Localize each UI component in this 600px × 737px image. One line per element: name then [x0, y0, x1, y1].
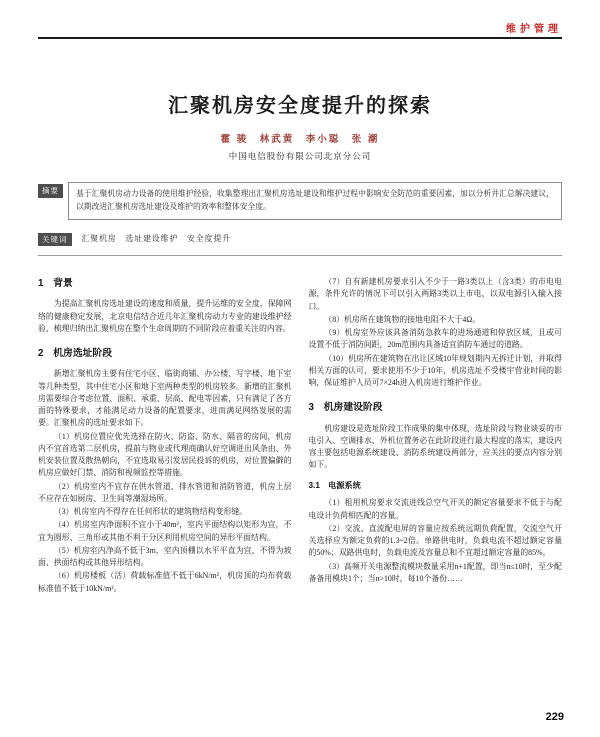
- paragraph: （3）高频开关电源整流模块数量采用n+1配置，即当n≤10时，至少配备备用模块1个；当n>10时，每10个备份……: [308, 561, 562, 583]
- paragraph: （2）交流、直流配电屏的容量应按系统远期负荷配置，交流空气开关选择应为额定负荷的1.3~2倍。单路供电时，负载电流不超过额定容量的50%；双路供电时，负载电流及容量总和不宜超过额定容量的85%。: [308, 523, 562, 558]
- authors-line: 霍 骏 林武黄 李小聪 张 潮: [220, 134, 380, 145]
- paragraph: （9）机房室外应该具备消防急救车的进场通道和停放区域，且或可设置不低于消防间距，20m范围内具备适宜消防车通过的道路。: [308, 328, 562, 350]
- left-column: [38, 276, 292, 596]
- page-header: [38, 20, 562, 39]
- paragraph: （6）机房楼板（活）荷载标准值不低于6kN/m²，机房顶的均布荷载标准值不低于10kN/m²。: [38, 571, 292, 593]
- page-number: 229: [545, 711, 564, 723]
- keywords-row: [38, 231, 562, 257]
- keywords-label: 关键词: [38, 233, 72, 247]
- paragraph: 机房建设是选址阶段工作成果的集中体现，选址阶段与物业谈妥的市电引入、空调排水、外机位置务必在此阶段进行最大程度的落实，建设内容主要包括电源系统建设、消防系统建设两部分，应关注的要点内容分别如下。: [308, 423, 562, 470]
- paragraph: （1）租用机房要求交流进线总空气开关的额定容量要求不低于与配电设计负荷相匹配的容量。: [308, 498, 562, 520]
- abstract-row: [38, 182, 562, 220]
- affiliation-line: 中国电信股份有限公司北京分公司: [228, 151, 372, 161]
- article-title: 汇聚机房安全度提升的探索: [168, 95, 432, 117]
- column-category-label: 维护管理: [506, 24, 562, 35]
- section-heading-construction: 3 机房建设阶段: [308, 402, 383, 414]
- keywords-text: 汇聚机房 选址建设维护 安全度提升: [81, 233, 232, 243]
- paragraph: （3）机房室内不得存在任何形状的建筑物结构变形缝。: [53, 507, 248, 517]
- paragraph: （10）机房所在建筑物在出让区域10年规划期内无拆迁计划，并取得相关方面的认可，要求使用不少于10年，机房选址不受楼宇营业时间的影响，保证维护人员可7×24h进入机房进行维护作业。: [308, 353, 562, 388]
- section-heading-background: 1 背景: [38, 278, 73, 290]
- abstract-keywords-block: [38, 182, 562, 256]
- paragraph: （7）自有新建机房要求引入不少于一路3类以上（含3类）的市电电源，条件允许的情况下可以引入两路3类以上市电，以双电源引入输入接口。: [308, 277, 562, 311]
- subsection-heading-power-system: 3.1 电源系统: [308, 480, 361, 490]
- abstract-label: 摘要: [38, 184, 63, 198]
- paragraph: （2）机房室内不宜存在供水管道、排水管道和消防管道，机房上层不应存在如厨房、卫生间等潮湿场所。: [38, 481, 292, 503]
- paragraph: （4）机房室内净面积不宜小于40m²，室内平面结构以矩形为宜，不宜为圆形、三角形或其他不利于分区利用机房空间的异形平面结构。: [38, 520, 292, 542]
- article-body: [38, 276, 562, 596]
- abstract-text: 基于汇聚机房动力设备的使用维护经验，收集整理出汇聚机房选址建设和维护过程中影响安全防范的重要因素，加以分析并汇总解决建议，以期改进汇聚机房选址建设及维护的效率和整体安全度。: [68, 182, 562, 220]
- paragraph: 新增汇聚机房主要有住宅小区、临街商铺、办公楼、写字楼、地下室等几种类型，其中住宅小区和地下室两种类型的机房较多。新增的汇聚机房需要综合考虑位置、面积、承重、层高、配电等因素，只有满足了各方面的特殊要求，才能满足动力设备的配置要求，进而满足网络发展的需要。汇聚机房的选址要求如下。: [38, 369, 292, 428]
- section-heading-site-selection: 2 机房选址阶段: [38, 348, 113, 360]
- paragraph: 为提高汇聚机房选址建设的速度和质量，提升运维的安全度，保障网络的健康稳定发展，北京电信结合近几年汇聚机房动力专业的建设维护经验，梳理归纳出汇聚机房在整个生命周期的不同阶段应着重关注的内容。: [38, 299, 292, 333]
- paragraph: （5）机房室内净高不低于3m，室内顶棚以水平平直为宜，不得为坡面、拱面结构或其他异形结构。: [38, 545, 292, 568]
- right-column: [309, 276, 563, 596]
- paragraph: （1）机房位置应优先选择在防火、防盗、防水、隔音的房间，机房内不宜首选第二层机房，提前与物业或代理商确认好空调进出风条由、外机安装位置及散热朝向，不宜选取易引发居民投诉的机房，对位置偏僻的机房应做好门禁、消防和视频监控等措施。: [38, 431, 292, 478]
- paragraph: （8）机房所在建筑物的接地电阻不大于4Ω。: [324, 314, 481, 324]
